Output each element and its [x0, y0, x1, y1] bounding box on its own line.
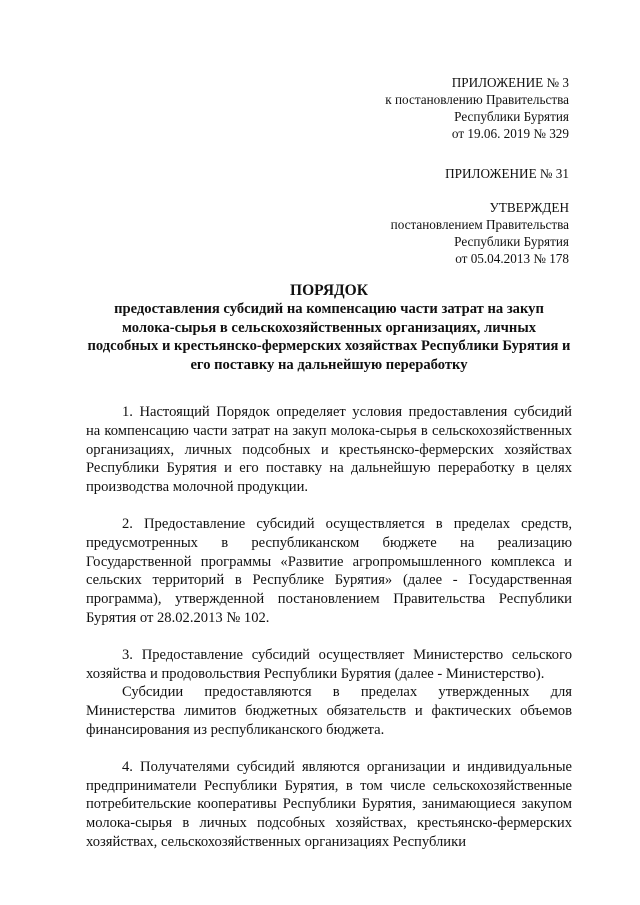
appendix-31-title: ПРИЛОЖЕНИЕ № 31 [445, 166, 569, 181]
paragraph-3: 3. Предоставление субсидий осуществляет Министерство сельского хозяйства и продовольствия Республики Бурятия (далее - Министерство). [86, 646, 572, 682]
approval-region: Республики Бурятия [454, 234, 569, 249]
document-body [86, 403, 572, 852]
approval-title: УТВЕРЖДЕН [489, 200, 569, 215]
paragraph-1: 1. Настоящий Порядок определяет условия предоставления субсидий на компенсацию части затрат на закуп молока-сырья в сельскохозяйственных организациях, личных подсобных и крестьянско-фермерских хозяйствах Республики Бурятия и его поставку на дальнейшую переработку в целях производства молочной продукции. [86, 404, 572, 496]
document-title: ПОРЯДОК [290, 282, 368, 299]
appendix-3-resolution: к постановлению Правительства [385, 92, 569, 107]
approval-date: от 05.04.2013 № 178 [455, 251, 569, 266]
appendix-3-header [385, 74, 569, 142]
appendix-3-region: Республики Бурятия [454, 109, 569, 124]
approval-stamp [391, 199, 569, 267]
document-title-block [86, 281, 572, 374]
paragraph-2: 2. Предоставление субсидий осуществляется в пределах средств, предусмотренных в республиканском бюджете на реализацию Государственной программы «Развитие агропромышленного комплекса и сельских территорий в Республике Бурятия» (далее - Государственная программа), утвержденной постановлением Правительства Республики Бурятия от 28.02.2013 № 102. [86, 515, 572, 626]
document-subtitle: предоставления субсидий на компенсацию части затрат на закуп молока-сырья в сельскохозяйственных организациях, личных подсобных и крестьянско-фермерских хозяйствах Республики Бурятия и его поставку на дальнейшую переработку [87, 301, 571, 373]
approval-resolution: постановлением Правительства [390, 217, 569, 232]
appendix-3-date: от 19.06. 2019 № 329 [451, 126, 569, 141]
paragraph-3-continuation: Субсидии предоставляются в пределах утвержденных для Министерства лимитов бюджетных обязательств и фактических объемов финансирования из республиканского бюджета. [86, 684, 572, 738]
appendix-3-title: ПРИЛОЖЕНИЕ № 3 [451, 75, 569, 90]
appendix-31-header [445, 165, 569, 182]
paragraph-4: 4. Получателями субсидий являются организации и индивидуальные предприниматели Республики Бурятия, в том числе сельскохозяйственные потребительские кооперативы Республики Бурятия, занимающиеся закупом молока-сырья в личных подсобных хозяйствах, крестьянско-фермерских хозяйствах, сельскохозяйственных организациях Республики [86, 758, 572, 850]
